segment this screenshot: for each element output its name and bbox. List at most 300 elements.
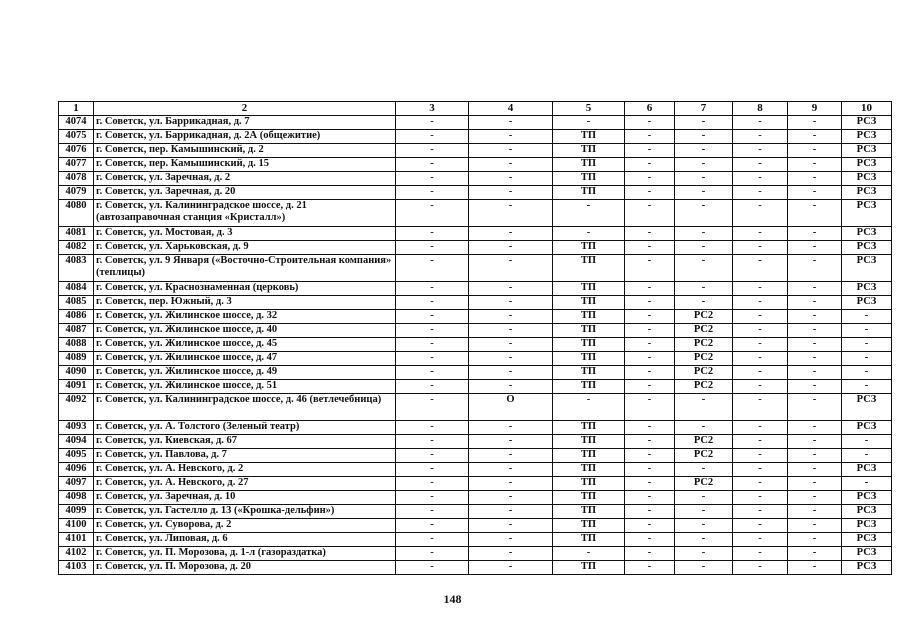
table-row xyxy=(59,519,892,533)
value-cell-col-3: - xyxy=(396,296,469,310)
value-cell-col-3: - xyxy=(396,394,469,421)
value-cell-col-10: РСЗ xyxy=(842,241,892,255)
row-number-cell: 4103 xyxy=(59,561,94,575)
value-cell-col-7: - xyxy=(675,116,733,130)
table-row xyxy=(59,324,892,338)
table-row xyxy=(59,463,892,477)
value-cell-col-10: РСЗ xyxy=(842,116,892,130)
value-cell-col-9: - xyxy=(788,200,842,227)
value-cell-col-3: - xyxy=(396,380,469,394)
column-header-4: 4 xyxy=(469,102,553,116)
value-cell-col-6: - xyxy=(625,366,675,380)
value-cell-col-7: - xyxy=(675,491,733,505)
value-cell-col-4: - xyxy=(469,144,553,158)
value-cell-col-6: - xyxy=(625,533,675,547)
value-cell-col-8: - xyxy=(733,296,788,310)
value-cell-col-3: - xyxy=(396,547,469,561)
value-cell-col-10: - xyxy=(842,435,892,449)
value-cell-col-4: - xyxy=(469,449,553,463)
value-cell-col-6: - xyxy=(625,463,675,477)
value-cell-col-9: - xyxy=(788,477,842,491)
address-cell: г. Советск, ул. Жилинское шоссе, д. 32 xyxy=(94,310,396,324)
table-row xyxy=(59,116,892,130)
value-cell-col-8: - xyxy=(733,130,788,144)
value-cell-col-6: - xyxy=(625,449,675,463)
value-cell-col-5: ТП xyxy=(553,421,625,435)
value-cell-col-10: - xyxy=(842,477,892,491)
value-cell-col-7: - xyxy=(675,547,733,561)
value-cell-col-7: РС2 xyxy=(675,338,733,352)
value-cell-col-5: ТП xyxy=(553,561,625,575)
document-table xyxy=(58,101,892,575)
value-cell-col-7: - xyxy=(675,463,733,477)
value-cell-col-9: - xyxy=(788,130,842,144)
row-number-cell: 4083 xyxy=(59,255,94,282)
table-row xyxy=(59,144,892,158)
row-number-cell: 4092 xyxy=(59,394,94,421)
address-cell: г. Советск, ул. Гастелло д. 13 («Крошка-дельфин») xyxy=(94,505,396,519)
value-cell-col-4: - xyxy=(469,324,553,338)
value-cell-col-4: - xyxy=(469,338,553,352)
value-cell-col-5: - xyxy=(553,547,625,561)
value-cell-col-3: - xyxy=(396,255,469,282)
value-cell-col-6: - xyxy=(625,241,675,255)
value-cell-col-9: - xyxy=(788,533,842,547)
table-row xyxy=(59,505,892,519)
value-cell-col-9: - xyxy=(788,324,842,338)
value-cell-col-4: - xyxy=(469,200,553,227)
address-cell: г. Советск, ул. Жилинское шоссе, д. 40 xyxy=(94,324,396,338)
value-cell-col-4: - xyxy=(469,561,553,575)
address-cell: г. Советск, пер. Южный, д. 3 xyxy=(94,296,396,310)
value-cell-col-5: ТП xyxy=(553,310,625,324)
row-number-cell: 4084 xyxy=(59,282,94,296)
value-cell-col-8: - xyxy=(733,505,788,519)
value-cell-col-9: - xyxy=(788,421,842,435)
value-cell-col-3: - xyxy=(396,241,469,255)
value-cell-col-6: - xyxy=(625,477,675,491)
table-row xyxy=(59,366,892,380)
value-cell-col-7: - xyxy=(675,255,733,282)
value-cell-col-7: - xyxy=(675,519,733,533)
value-cell-col-4: - xyxy=(469,533,553,547)
value-cell-col-8: - xyxy=(733,435,788,449)
row-number-cell: 4099 xyxy=(59,505,94,519)
value-cell-col-9: - xyxy=(788,144,842,158)
value-cell-col-9: - xyxy=(788,561,842,575)
value-cell-col-9: - xyxy=(788,296,842,310)
value-cell-col-3: - xyxy=(396,533,469,547)
value-cell-col-4: - xyxy=(469,435,553,449)
value-cell-col-10: РСЗ xyxy=(842,227,892,241)
value-cell-col-9: - xyxy=(788,463,842,477)
value-cell-col-9: - xyxy=(788,158,842,172)
row-number-cell: 4100 xyxy=(59,519,94,533)
value-cell-col-6: - xyxy=(625,491,675,505)
value-cell-col-6: - xyxy=(625,519,675,533)
address-cell: г. Советск, ул. Калининградское шоссе, д. 46 (ветлечебница) xyxy=(94,394,396,421)
value-cell-col-3: - xyxy=(396,366,469,380)
address-cell: г. Советск, ул. Краснознаменная (церковь) xyxy=(94,282,396,296)
value-cell-col-8: - xyxy=(733,282,788,296)
address-cell: г. Советск, пер. Камышинский, д. 15 xyxy=(94,158,396,172)
value-cell-col-3: - xyxy=(396,282,469,296)
value-cell-col-8: - xyxy=(733,380,788,394)
value-cell-col-9: - xyxy=(788,505,842,519)
address-cell: г. Советск, ул. П. Морозова, д. 20 xyxy=(94,561,396,575)
table-row xyxy=(59,255,892,282)
page-number: 148 xyxy=(443,592,462,606)
row-number-cell: 4096 xyxy=(59,463,94,477)
value-cell-col-3: - xyxy=(396,200,469,227)
value-cell-col-7: - xyxy=(675,505,733,519)
value-cell-col-4: - xyxy=(469,172,553,186)
value-cell-col-9: - xyxy=(788,519,842,533)
row-number-cell: 4086 xyxy=(59,310,94,324)
value-cell-col-7: - xyxy=(675,130,733,144)
table-row xyxy=(59,338,892,352)
value-cell-col-10: РСЗ xyxy=(842,172,892,186)
row-number-cell: 4101 xyxy=(59,533,94,547)
value-cell-col-3: - xyxy=(396,144,469,158)
address-cell: г. Советск, ул. Суворова, д. 2 xyxy=(94,519,396,533)
value-cell-col-8: - xyxy=(733,352,788,366)
value-cell-col-9: - xyxy=(788,186,842,200)
column-header-2: 2 xyxy=(94,102,396,116)
value-cell-col-5: - xyxy=(553,394,625,421)
value-cell-col-8: - xyxy=(733,338,788,352)
value-cell-col-6: - xyxy=(625,172,675,186)
value-cell-col-6: - xyxy=(625,227,675,241)
address-cell: г. Советск, ул. 9 Января («Восточно-Строительная компания» (теплицы) xyxy=(94,255,396,282)
value-cell-col-3: - xyxy=(396,477,469,491)
value-cell-col-8: - xyxy=(733,449,788,463)
value-cell-col-10: РСЗ xyxy=(842,491,892,505)
value-cell-col-7: - xyxy=(675,227,733,241)
table-row xyxy=(59,380,892,394)
value-cell-col-10: - xyxy=(842,310,892,324)
value-cell-col-6: - xyxy=(625,282,675,296)
value-cell-col-4: - xyxy=(469,463,553,477)
value-cell-col-3: - xyxy=(396,491,469,505)
address-cell: г. Советск, ул. П. Морозова, д. 1-л (газораздатка) xyxy=(94,547,396,561)
value-cell-col-8: - xyxy=(733,421,788,435)
value-cell-col-8: - xyxy=(733,241,788,255)
row-number-cell: 4102 xyxy=(59,547,94,561)
value-cell-col-7: РС2 xyxy=(675,352,733,366)
value-cell-col-6: - xyxy=(625,186,675,200)
value-cell-col-8: - xyxy=(733,547,788,561)
address-cell: г. Советск, ул. А. Толстого (Зеленый театр) xyxy=(94,421,396,435)
table-row xyxy=(59,352,892,366)
value-cell-col-6: - xyxy=(625,158,675,172)
value-cell-col-3: - xyxy=(396,116,469,130)
value-cell-col-5: ТП xyxy=(553,491,625,505)
address-cell: г. Советск, ул. Харьковская, д. 9 xyxy=(94,241,396,255)
row-number-cell: 4079 xyxy=(59,186,94,200)
table-row xyxy=(59,310,892,324)
value-cell-col-10: РСЗ xyxy=(842,144,892,158)
value-cell-col-8: - xyxy=(733,394,788,421)
value-cell-col-4: - xyxy=(469,255,553,282)
value-cell-col-3: - xyxy=(396,519,469,533)
value-cell-col-5: ТП xyxy=(553,477,625,491)
value-cell-col-7: РС2 xyxy=(675,366,733,380)
value-cell-col-5: ТП xyxy=(553,519,625,533)
address-cell: г. Советск, ул. А. Невского, д. 27 xyxy=(94,477,396,491)
value-cell-col-4: - xyxy=(469,296,553,310)
address-cell: г. Советск, ул. А. Невского, д. 2 xyxy=(94,463,396,477)
value-cell-col-10: РСЗ xyxy=(842,463,892,477)
value-cell-col-5: ТП xyxy=(553,533,625,547)
table-row xyxy=(59,421,892,435)
address-cell: г. Советск, ул. Жилинское шоссе, д. 47 xyxy=(94,352,396,366)
value-cell-col-3: - xyxy=(396,449,469,463)
value-cell-col-3: - xyxy=(396,352,469,366)
value-cell-col-7: - xyxy=(675,282,733,296)
value-cell-col-9: - xyxy=(788,352,842,366)
value-cell-col-7: - xyxy=(675,533,733,547)
value-cell-col-9: - xyxy=(788,227,842,241)
value-cell-col-8: - xyxy=(733,519,788,533)
value-cell-col-5: - xyxy=(553,116,625,130)
value-cell-col-9: - xyxy=(788,172,842,186)
value-cell-col-5: ТП xyxy=(553,380,625,394)
value-cell-col-10: РСЗ xyxy=(842,547,892,561)
value-cell-col-4: - xyxy=(469,505,553,519)
row-number-cell: 4091 xyxy=(59,380,94,394)
value-cell-col-4: - xyxy=(469,310,553,324)
value-cell-col-9: - xyxy=(788,491,842,505)
value-cell-col-10: - xyxy=(842,366,892,380)
value-cell-col-8: - xyxy=(733,366,788,380)
row-number-cell: 4093 xyxy=(59,421,94,435)
value-cell-col-9: - xyxy=(788,380,842,394)
value-cell-col-3: - xyxy=(396,421,469,435)
value-cell-col-10: - xyxy=(842,352,892,366)
row-number-cell: 4098 xyxy=(59,491,94,505)
value-cell-col-8: - xyxy=(733,463,788,477)
value-cell-col-7: - xyxy=(675,561,733,575)
row-number-cell: 4087 xyxy=(59,324,94,338)
value-cell-col-5: ТП xyxy=(553,186,625,200)
value-cell-col-9: - xyxy=(788,241,842,255)
table-row xyxy=(59,491,892,505)
row-number-cell: 4090 xyxy=(59,366,94,380)
value-cell-col-8: - xyxy=(733,172,788,186)
value-cell-col-10: РСЗ xyxy=(842,200,892,227)
column-header-9: 9 xyxy=(788,102,842,116)
address-cell: г. Советск, ул. Калининградское шоссе, д. 21 (автозаправочная станция «Кристалл») xyxy=(94,200,396,227)
value-cell-col-5: ТП xyxy=(553,172,625,186)
value-cell-col-7: - xyxy=(675,144,733,158)
table-row xyxy=(59,200,892,227)
table-row xyxy=(59,172,892,186)
value-cell-col-4: - xyxy=(469,547,553,561)
value-cell-col-6: - xyxy=(625,255,675,282)
address-cell: г. Советск, ул. Жилинское шоссе, д. 49 xyxy=(94,366,396,380)
value-cell-col-5: ТП xyxy=(553,449,625,463)
value-cell-col-9: - xyxy=(788,255,842,282)
value-cell-col-4: - xyxy=(469,186,553,200)
table-row xyxy=(59,547,892,561)
value-cell-col-10: РСЗ xyxy=(842,130,892,144)
value-cell-col-10: РСЗ xyxy=(842,158,892,172)
value-cell-col-5: ТП xyxy=(553,463,625,477)
table-body xyxy=(59,116,892,575)
value-cell-col-3: - xyxy=(396,227,469,241)
value-cell-col-10: РСЗ xyxy=(842,519,892,533)
value-cell-col-3: - xyxy=(396,172,469,186)
row-number-cell: 4088 xyxy=(59,338,94,352)
value-cell-col-7: - xyxy=(675,186,733,200)
value-cell-col-5: ТП xyxy=(553,338,625,352)
value-cell-col-4: - xyxy=(469,227,553,241)
row-number-cell: 4078 xyxy=(59,172,94,186)
value-cell-col-5: ТП xyxy=(553,158,625,172)
value-cell-col-7: РС2 xyxy=(675,310,733,324)
value-cell-col-7: РС2 xyxy=(675,324,733,338)
value-cell-col-3: - xyxy=(396,505,469,519)
column-header-1: 1 xyxy=(59,102,94,116)
value-cell-col-9: - xyxy=(788,547,842,561)
value-cell-col-8: - xyxy=(733,477,788,491)
value-cell-col-3: - xyxy=(396,463,469,477)
table-row xyxy=(59,449,892,463)
value-cell-col-10: - xyxy=(842,338,892,352)
value-cell-col-9: - xyxy=(788,338,842,352)
value-cell-col-4: - xyxy=(469,366,553,380)
column-header-3: 3 xyxy=(396,102,469,116)
value-cell-col-6: - xyxy=(625,380,675,394)
value-cell-col-5: ТП xyxy=(553,435,625,449)
value-cell-col-7: - xyxy=(675,200,733,227)
table-row xyxy=(59,130,892,144)
value-cell-col-4: - xyxy=(469,352,553,366)
value-cell-col-3: - xyxy=(396,435,469,449)
value-cell-col-6: - xyxy=(625,561,675,575)
value-cell-col-7: РС2 xyxy=(675,435,733,449)
value-cell-col-7: РС2 xyxy=(675,477,733,491)
value-cell-col-3: - xyxy=(396,186,469,200)
value-cell-col-6: - xyxy=(625,435,675,449)
row-number-cell: 4085 xyxy=(59,296,94,310)
value-cell-col-10: РСЗ xyxy=(842,255,892,282)
table-header-row xyxy=(59,102,892,116)
value-cell-col-4: - xyxy=(469,158,553,172)
value-cell-col-3: - xyxy=(396,561,469,575)
value-cell-col-4: - xyxy=(469,519,553,533)
value-cell-col-7: - xyxy=(675,241,733,255)
table-row xyxy=(59,227,892,241)
value-cell-col-6: - xyxy=(625,130,675,144)
value-cell-col-5: ТП xyxy=(553,130,625,144)
address-cell: г. Советск, ул. Жилинское шоссе, д. 51 xyxy=(94,380,396,394)
address-cell: г. Советск, пер. Камышинский, д. 2 xyxy=(94,144,396,158)
value-cell-col-6: - xyxy=(625,547,675,561)
value-cell-col-9: - xyxy=(788,449,842,463)
value-cell-col-4: - xyxy=(469,491,553,505)
value-cell-col-8: - xyxy=(733,186,788,200)
value-cell-col-7: - xyxy=(675,296,733,310)
value-cell-col-8: - xyxy=(733,116,788,130)
value-cell-col-5: ТП xyxy=(553,324,625,338)
table-row xyxy=(59,296,892,310)
value-cell-col-5: ТП xyxy=(553,282,625,296)
value-cell-col-3: - xyxy=(396,324,469,338)
value-cell-col-7: РС2 xyxy=(675,380,733,394)
value-cell-col-10: - xyxy=(842,380,892,394)
value-cell-col-10: РСЗ xyxy=(842,561,892,575)
value-cell-col-5: ТП xyxy=(553,296,625,310)
value-cell-col-4: - xyxy=(469,477,553,491)
value-cell-col-4: - xyxy=(469,130,553,144)
value-cell-col-3: - xyxy=(396,158,469,172)
column-header-6: 6 xyxy=(625,102,675,116)
value-cell-col-6: - xyxy=(625,352,675,366)
value-cell-col-4: - xyxy=(469,421,553,435)
column-header-10: 10 xyxy=(842,102,892,116)
value-cell-col-4: - xyxy=(469,380,553,394)
value-cell-col-6: - xyxy=(625,296,675,310)
value-cell-col-3: - xyxy=(396,130,469,144)
address-cell: г. Советск, ул. Павлова, д. 7 xyxy=(94,449,396,463)
row-number-cell: 4076 xyxy=(59,144,94,158)
value-cell-col-3: - xyxy=(396,338,469,352)
value-cell-col-4: - xyxy=(469,282,553,296)
address-cell: г. Советск, ул. Баррикадная, д. 2А (общежитие) xyxy=(94,130,396,144)
row-number-cell: 4077 xyxy=(59,158,94,172)
value-cell-col-9: - xyxy=(788,366,842,380)
value-cell-col-4: - xyxy=(469,116,553,130)
value-cell-col-7: - xyxy=(675,158,733,172)
value-cell-col-6: - xyxy=(625,144,675,158)
table-row xyxy=(59,533,892,547)
address-cell: г. Советск, ул. Липовая, д. 6 xyxy=(94,533,396,547)
row-number-cell: 4095 xyxy=(59,449,94,463)
value-cell-col-10: РСЗ xyxy=(842,282,892,296)
row-number-cell: 4074 xyxy=(59,116,94,130)
value-cell-col-8: - xyxy=(733,324,788,338)
value-cell-col-6: - xyxy=(625,310,675,324)
table-row xyxy=(59,394,892,421)
table-row xyxy=(59,282,892,296)
row-number-cell: 4097 xyxy=(59,477,94,491)
address-cell: г. Советск, ул. Заречная, д. 2 xyxy=(94,172,396,186)
value-cell-col-5: ТП xyxy=(553,366,625,380)
column-header-7: 7 xyxy=(675,102,733,116)
value-cell-col-10: РСЗ xyxy=(842,533,892,547)
value-cell-col-8: - xyxy=(733,533,788,547)
address-cell: г. Советск, ул. Киевская, д. 67 xyxy=(94,435,396,449)
row-number-cell: 4080 xyxy=(59,200,94,227)
value-cell-col-6: - xyxy=(625,116,675,130)
value-cell-col-6: - xyxy=(625,394,675,421)
value-cell-col-9: - xyxy=(788,282,842,296)
row-number-cell: 4075 xyxy=(59,130,94,144)
value-cell-col-10: - xyxy=(842,324,892,338)
value-cell-col-6: - xyxy=(625,338,675,352)
value-cell-col-8: - xyxy=(733,227,788,241)
value-cell-col-7: - xyxy=(675,172,733,186)
address-cell: г. Советск, ул. Жилинское шоссе, д. 45 xyxy=(94,338,396,352)
address-cell: г. Советск, ул. Мостовая, д. 3 xyxy=(94,227,396,241)
row-number-cell: 4089 xyxy=(59,352,94,366)
value-cell-col-5: ТП xyxy=(553,505,625,519)
value-cell-col-6: - xyxy=(625,505,675,519)
row-number-cell: 4094 xyxy=(59,435,94,449)
value-cell-col-10: РСЗ xyxy=(842,394,892,421)
